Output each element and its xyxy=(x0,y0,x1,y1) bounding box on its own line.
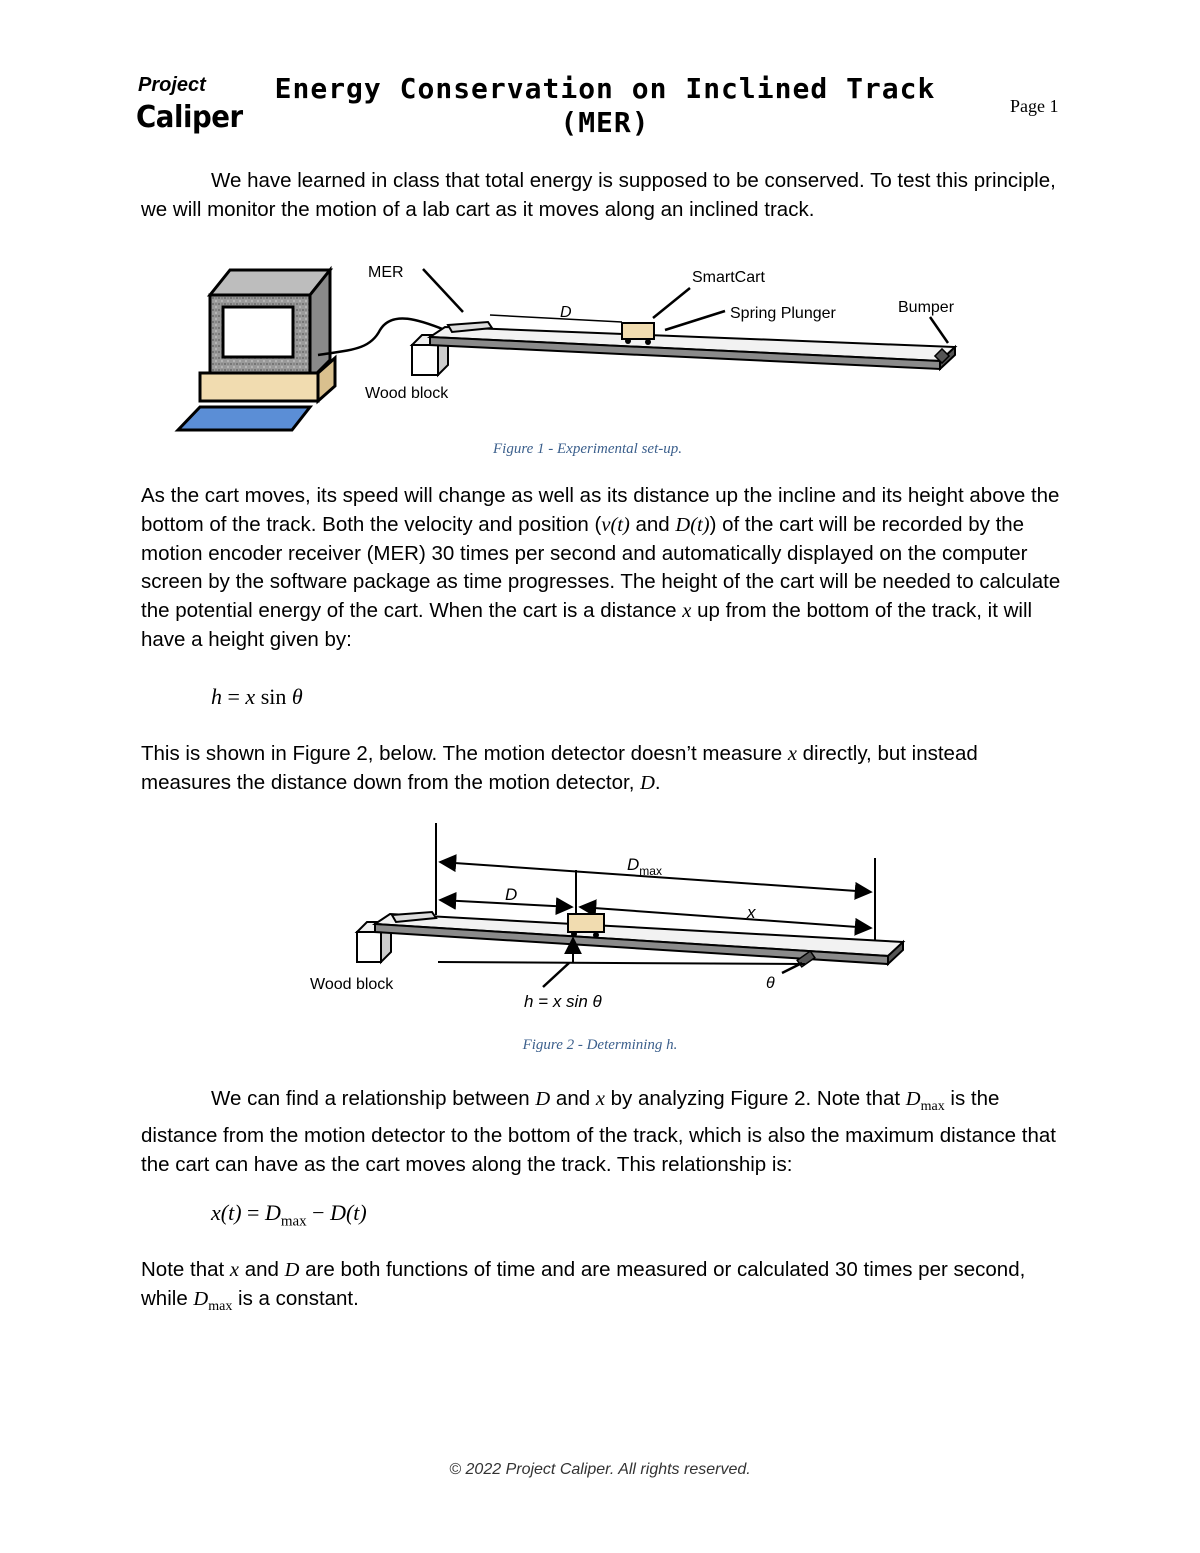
p4-text-3: by analyzing Figure 2. Note that xyxy=(604,1087,906,1110)
p2-text-2: ) of the cart will be recorded by the motion encoder receiver (MER) 30 times per second and automatically displayed on the computer screen by the software package as time progresses. The height of the cart will be needed to calculate the potential energy of the cart. When the cart is a distance xyxy=(141,512,1061,623)
dmax-label-sub: max xyxy=(639,864,662,878)
copyright-footer: © 2022 Project Caliper. All rights reserved. xyxy=(449,1461,751,1478)
x-arrow xyxy=(580,907,871,928)
p3-text-2: directly, but instead measures the distance down from the motion detector, xyxy=(141,742,978,794)
keyboard xyxy=(178,407,310,430)
height-pointer xyxy=(543,963,569,987)
eq2-d-of-t: D(t) xyxy=(330,1200,367,1225)
p5-text-2: and xyxy=(239,1258,285,1281)
d-label-2: D xyxy=(505,885,518,904)
p5-text-4: is a constant. xyxy=(232,1286,359,1310)
eq2-minus: − xyxy=(306,1200,331,1225)
p5-dmax-sub: max xyxy=(208,1298,233,1314)
p5-text-3: are both functions of time and are measured or calculated 30 times per second, while xyxy=(141,1258,1026,1310)
bumper-label: Bumper xyxy=(898,299,955,316)
eq1-lhs: h xyxy=(211,684,222,709)
figure-2-caption: Figure 2 - Determining h. xyxy=(522,1037,678,1053)
p4-dmax-sub: max xyxy=(920,1099,945,1115)
figure-1-caption: Figure 1 - Experimental set-up. xyxy=(493,441,682,457)
p3-d: D xyxy=(640,771,655,794)
eq1-theta: θ xyxy=(291,684,303,709)
p4-d: D xyxy=(535,1088,551,1110)
p2-d-of-t: D(t) xyxy=(675,513,710,536)
mer-pointer xyxy=(423,269,463,312)
p3-text-1: This is shown in Figure 2, below. The motion detector doesn’t measure xyxy=(141,742,788,765)
equation-height xyxy=(211,684,303,710)
computer-monitor xyxy=(210,270,330,380)
eq1-sin: sin xyxy=(255,684,292,709)
p3-text-3: . xyxy=(654,770,661,794)
intro-paragraph: We have learned in class that total energy is supposed to be conserved. To test this principle, we will monitor the motion of a lab cart as it moves along an inclined track. xyxy=(141,169,1056,221)
page-number: Page 1 xyxy=(1010,96,1059,116)
eq2-dmax-sub: max xyxy=(280,1213,307,1230)
x-label: x xyxy=(747,903,756,922)
title-line-2: (MER) xyxy=(560,106,650,139)
d-line xyxy=(490,315,622,322)
eq1-equals: = xyxy=(222,684,246,709)
figure-2-diagram xyxy=(300,820,920,1020)
paragraph-functions-of-time xyxy=(141,1256,1061,1322)
bumper-pointer xyxy=(930,317,948,343)
wood-block-label-2: Wood block xyxy=(310,976,394,993)
dmax-label-d: D xyxy=(627,855,640,874)
theta-label: θ xyxy=(766,975,775,992)
p5-text-1: Note that xyxy=(141,1258,230,1281)
paragraph-relationship xyxy=(141,1085,1061,1179)
p2-x: x xyxy=(682,600,692,623)
height-equation-label: h = x sin θ xyxy=(524,992,602,1011)
p5-d: D xyxy=(284,1259,300,1281)
paragraph-figure-2-intro xyxy=(141,740,1061,798)
logo-caliper-text: Caliper xyxy=(136,100,243,135)
p4-text-4: is the distance from the motion detector to the bottom of the track, which is also the maximum distance that the cart can have as the cart moves along the track. This relationship is: xyxy=(141,1087,1056,1176)
d-label: D xyxy=(560,304,572,321)
track-2 xyxy=(375,914,903,967)
equation-x-of-t xyxy=(211,1200,367,1230)
track xyxy=(430,327,955,369)
mer-label: MER xyxy=(368,264,404,281)
p4-dmax-d: D xyxy=(905,1088,921,1110)
eq2-dmax-d: D xyxy=(264,1200,281,1225)
p5-x: x xyxy=(229,1259,239,1281)
eq2-lhs: x(t) xyxy=(211,1200,242,1225)
p2-text-3: up from the bottom of the track, it will have a height given by: xyxy=(141,599,1033,651)
spring-plunger-label: Spring Plunger xyxy=(730,305,836,322)
paragraph-motion-description xyxy=(141,482,1061,655)
figure-1-diagram xyxy=(170,255,990,435)
smartcart-pointer xyxy=(653,288,690,318)
p3-x: x xyxy=(787,743,797,765)
smartcart-label: SmartCart xyxy=(692,269,765,286)
p4-text-2: and xyxy=(550,1087,596,1110)
p2-v-of-t: v(t) xyxy=(601,513,630,536)
horizontal-base-line xyxy=(438,962,805,964)
eq2-equals: = xyxy=(241,1200,265,1225)
wood-block-label: Wood block xyxy=(365,385,449,402)
p5-dmax-d: D xyxy=(193,1287,209,1310)
eq1-x: x xyxy=(245,684,256,709)
p4-text-1: We can find a relationship between xyxy=(211,1087,536,1110)
title-line-1: Energy Conservation on Inclined Track xyxy=(274,72,936,105)
logo-project-text: Project xyxy=(138,74,206,96)
p4-x: x xyxy=(595,1088,605,1110)
spring-plunger-pointer xyxy=(665,311,725,330)
p2-text-and: and xyxy=(629,512,676,536)
p2-text-1: As the cart moves, its speed will change as well as its distance up the incline and its height above the bottom of the track. Both the velocity and position ( xyxy=(141,484,1060,536)
page-title xyxy=(260,72,950,140)
